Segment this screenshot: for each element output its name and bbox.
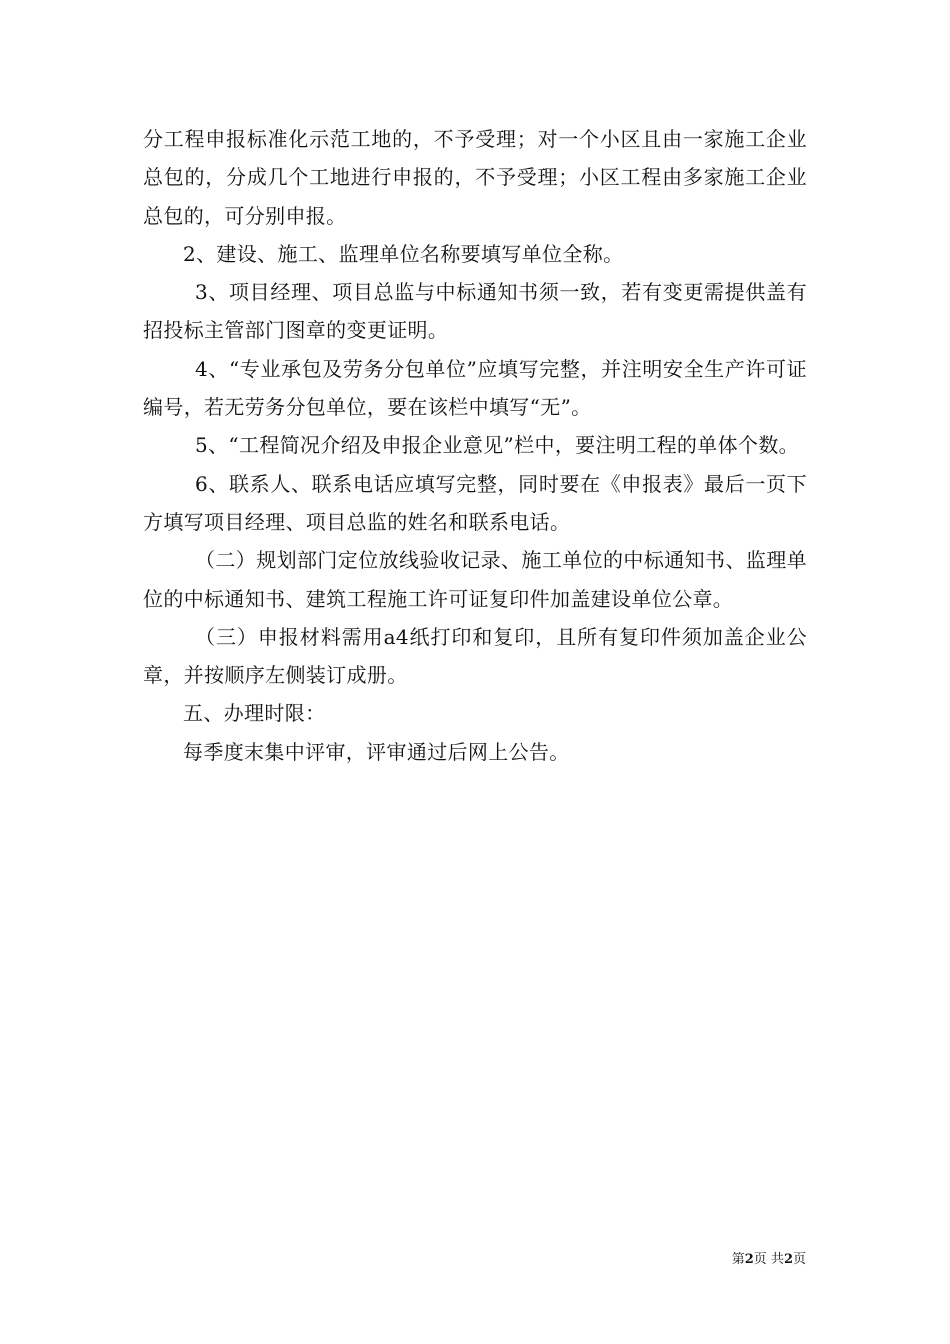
paragraph-continuation: 分工程申报标准化示范工地的，不予受理；对一个小区且由一家施工企业总包的，分成几个工地进行申报的，不予受理；小区工程由多家施工企业总包的，可分别申报。 [143,127,807,228]
footer-current-page: 2 [744,1252,754,1267]
page-number-footer [716,1252,806,1268]
paragraph-section-2: （二）规划部门定位放线验收记录、施工单位的中标通知书、监理单位的中标通知书、建筑工程施工许可证复印件加盖建设单位公章。 [143,548,807,611]
footer-prefix: 第 [731,1252,745,1267]
paragraph-section-3: （三）申报材料需用a4纸打印和复印，且所有复印件须加盖企业公章，并按顺序左侧装订成册。 [143,624,807,688]
paragraph-item-6: 6、联系人、联系电话应填写完整，同时要在《申报表》最后一页下方填写项目经理、项目总监的姓名和联系电话。 [143,471,807,534]
heading-processing-time: 五、办理时限： [183,701,326,726]
footer-middle: 页 共 [753,1252,784,1267]
paragraph-item-4: 4、“专业承包及劳务分包单位”应填写完整，并注明安全生产许可证编号，若无劳务分包单位，要在该栏中填写“无”。 [143,356,807,420]
paragraph-item-5: 5、“工程简况介绍及申报企业意见”栏中，要注明工程的单体个数。 [195,433,800,458]
paragraph-processing-time: 每季度末集中评审，评审通过后网上公告。 [183,739,570,764]
footer-suffix: 页 [792,1252,806,1267]
paragraph-item-2: 2、建设、施工、监理单位名称要填写单位全称。 [183,241,624,266]
paragraph-item-3: 3、项目经理、项目总监与中标通知书须一致，若有变更需提供盖有招投标主管部门图章的变更证明。 [143,280,807,343]
document-body [143,120,807,771]
footer-total-pages: 2 [783,1252,793,1267]
